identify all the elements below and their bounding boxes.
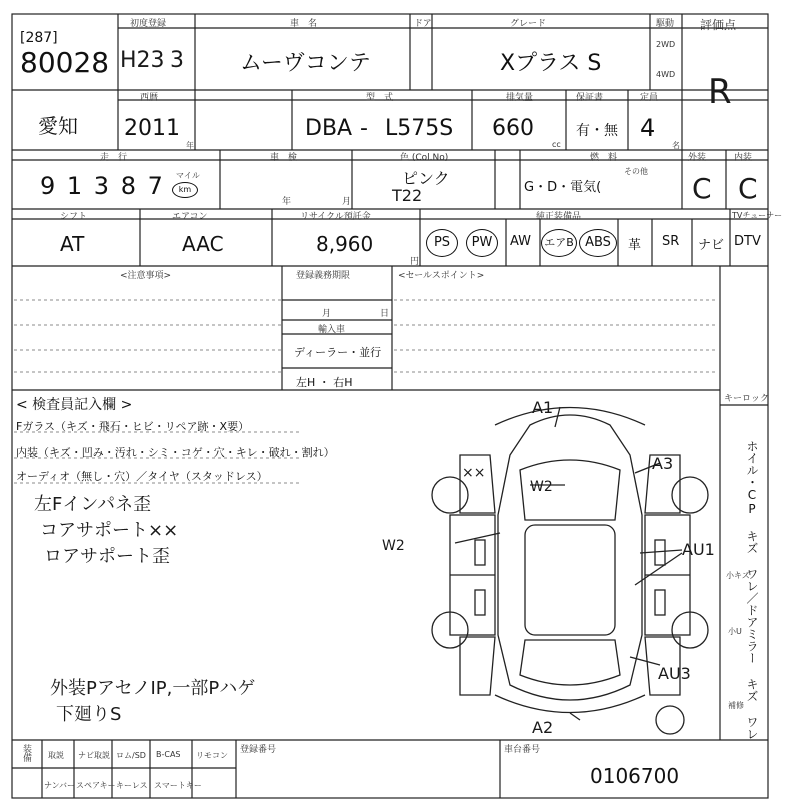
shift-label: シフト <box>60 212 88 222</box>
hand-note-1: 左Fインパネ歪 <box>34 494 152 515</box>
interior-condition: 内装（キズ・凹み・汚れ・シミ・コゲ・穴・キレ・破れ・割れ） <box>16 446 335 459</box>
equip-pw: PW <box>466 229 498 257</box>
footer-spare-key: スペアキー <box>76 781 116 790</box>
footer-remote: リモコン <box>196 751 228 760</box>
capacity-unit: 名 <box>672 141 680 150</box>
cc: 660 <box>492 116 534 141</box>
model-prefix: DBA <box>305 116 353 141</box>
car-name-label: 車 名 <box>290 19 318 29</box>
keylock-label: キーロック <box>724 394 769 404</box>
chassis-number: 0106700 <box>590 764 680 788</box>
score-label: 評価点 <box>700 18 737 32</box>
mileage-unit-mile: マイル <box>176 171 200 180</box>
cc-label: 排気量 <box>506 93 534 103</box>
int-score: C <box>738 172 758 205</box>
grade-label: グレード <box>510 19 547 29</box>
recycle-label: リサイクル預託金 <box>300 212 371 222</box>
reg-day: 日 <box>380 309 390 319</box>
mark-a1: A1 <box>532 398 554 417</box>
footer-number: ナンバー <box>44 781 76 790</box>
reg-no-label: 登録番号 <box>240 745 277 755</box>
capacity-label: 定員 <box>640 93 659 103</box>
cc-unit: cc <box>552 140 561 149</box>
tv-tuner-label: TVチューナー <box>732 211 783 220</box>
color-code: T22 <box>392 186 423 205</box>
equip-ps: PS <box>426 229 458 257</box>
fuel-other: その他 <box>624 167 648 176</box>
recycle: 8,960 <box>316 232 374 256</box>
mark-xx: ×× <box>462 465 486 481</box>
warranty-label: 保証書 <box>576 93 604 103</box>
equip-dtv: DTV <box>734 234 761 249</box>
ac: AAC <box>182 232 224 256</box>
first-reg-month: 3 <box>170 48 184 73</box>
lot-box: [287] <box>20 30 58 46</box>
small-dent: 小U <box>728 627 742 636</box>
equip-sr: SR <box>662 234 680 249</box>
mileage-label: 走 行 <box>100 153 128 163</box>
footer-keyless: キーレス <box>116 781 148 790</box>
mark-a2: A2 <box>532 718 554 737</box>
shift: AT <box>60 232 85 256</box>
hand-note-2: コアサポート×× <box>40 520 179 541</box>
reg-deadline-label: 登録義務期限 <box>296 271 351 281</box>
mileage-unit-km: km <box>172 182 198 198</box>
equip-label: 純正装備品 <box>536 212 582 222</box>
equip-abs: ABS <box>579 229 617 257</box>
score: R <box>708 72 732 112</box>
mileage: 9 1 3 8 7 <box>40 172 165 200</box>
shaken-month: 月 <box>342 197 352 207</box>
shaken-label: 車 検 <box>270 153 298 163</box>
first-reg-era: H23 <box>120 48 165 73</box>
year-label: 西暦 <box>140 93 159 103</box>
fuel: G・D・電気( <box>524 180 602 195</box>
drive-label: 駆動 <box>656 19 675 29</box>
year-unit: 年 <box>186 141 194 150</box>
first-reg-label: 初度登録 <box>130 19 167 29</box>
wheel-mirror-note: ホイル・CP キズ ワレ／ドアミラー キズ ワレ <box>745 440 759 740</box>
grade: Xプラス S <box>500 51 602 76</box>
hand-note-4: 外装PアセノIP,一部Pハゲ <box>50 678 256 699</box>
mark-au1: AU1 <box>682 540 715 559</box>
car-diagram <box>382 395 720 740</box>
year: 2011 <box>124 116 180 141</box>
ext-score: C <box>692 172 712 205</box>
lot-number: 80028 <box>20 46 110 79</box>
color: ピンク <box>402 169 450 188</box>
model: L575S <box>385 116 454 141</box>
warranty: 有・無 <box>576 123 618 139</box>
repair: 補修 <box>728 701 744 710</box>
car-name: ムーヴコンテ <box>240 51 371 76</box>
sales-label: <セールスポイント> <box>398 271 485 281</box>
f-glass: Fガラス（キズ・飛石・ヒビ・リペア跡・X要） <box>16 420 250 433</box>
chassis-label: 車台番号 <box>504 745 541 755</box>
footer-manual: 取説 <box>48 751 64 760</box>
audio-tire: オーディオ（無し・穴）／タイヤ（スタッドレス） <box>16 470 268 483</box>
equip-leather: 革 <box>628 238 642 253</box>
handle: 左H ・ 右H <box>296 376 353 389</box>
hand-note-5: 下廻りS <box>56 704 122 725</box>
drive-4wd: 4WD <box>656 70 676 79</box>
door-label: ドア <box>414 19 432 29</box>
inspection-title: < 検査員記入欄 > <box>16 397 133 413</box>
footer-smart-key: スマートキー <box>154 781 202 790</box>
ext-label: 外装 <box>688 153 707 163</box>
mark-w2-roof: W2 <box>530 479 553 495</box>
model-label: 型 式 <box>366 93 394 103</box>
recycle-unit: 円 <box>410 257 420 267</box>
fuel-label: 燃 料 <box>590 153 618 163</box>
import-label: 輸入車 <box>318 325 346 335</box>
mark-w2-side: W2 <box>382 538 405 554</box>
drive-2wd: 2WD <box>656 40 676 49</box>
footer-navi-manual: ナビ取説 <box>78 751 110 760</box>
footer-col-label: 装備 <box>21 744 31 762</box>
footer-bcas: B-CAS <box>156 750 181 759</box>
mark-a3: A3 <box>652 454 674 473</box>
capacity: 4 <box>640 114 656 142</box>
dealer: ディーラー・並行 <box>294 346 382 359</box>
caution-label: <注意事項> <box>120 271 172 281</box>
equip-navi: ナビ <box>698 238 725 253</box>
shaken-year: 年 <box>282 197 292 207</box>
mark-au3: AU3 <box>658 664 691 683</box>
int-label: 内装 <box>734 153 753 163</box>
equip-airbag: エアB <box>541 229 577 257</box>
location: 愛知 <box>38 114 78 138</box>
reg-month: 月 <box>322 309 332 319</box>
color-label: 色 (Col.No) <box>400 153 449 163</box>
ac-label: エアコン <box>172 212 208 222</box>
equip-aw: AW <box>510 234 532 249</box>
small-scratch: 小キズ <box>726 571 750 580</box>
hand-note-3: ロアサポート歪 <box>44 546 170 567</box>
footer-rom-sd: ロム/SD <box>116 751 146 760</box>
model-dash: - <box>360 116 368 141</box>
